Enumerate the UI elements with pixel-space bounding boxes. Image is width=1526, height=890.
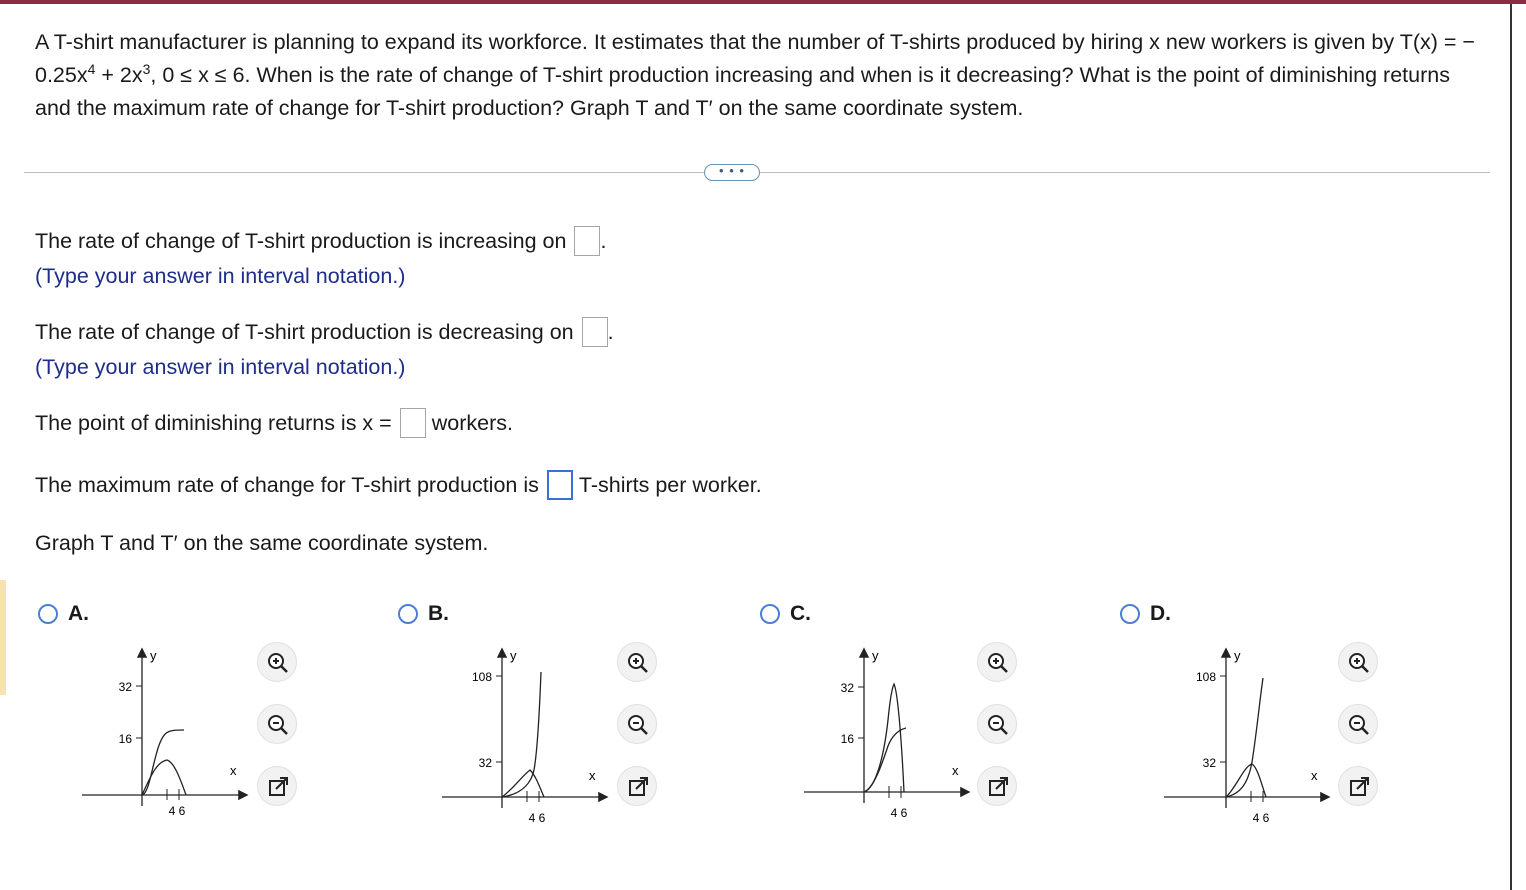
option-c-zoom-out[interactable] xyxy=(977,704,1017,744)
option-b-graph xyxy=(398,638,596,828)
decreasing-hint: (Type your answer in interval notation.) xyxy=(35,355,406,379)
max-rate-unit: T-shirts per worker. xyxy=(578,472,762,497)
diminishing-unit: workers. xyxy=(431,410,513,435)
option-a-graph xyxy=(38,638,237,828)
option-a-zoom-out[interactable] xyxy=(257,704,297,744)
option-c-zoom-in[interactable] xyxy=(977,642,1017,682)
left-accent xyxy=(0,580,6,695)
exponent-3: 3 xyxy=(142,60,151,77)
expand-icon xyxy=(986,775,1010,799)
option-a-radio[interactable] xyxy=(38,604,58,624)
diminishing-label: The point of diminishing returns is x = xyxy=(35,410,392,435)
curve-t xyxy=(864,728,906,792)
curve-t xyxy=(142,730,184,795)
option-b-label: B. xyxy=(428,602,449,625)
zoom-out-icon xyxy=(626,713,650,737)
y-tick-label-16: 16 xyxy=(118,732,132,746)
y-label: y xyxy=(510,648,517,663)
zoom-in-icon xyxy=(266,651,290,675)
diminishing-row xyxy=(35,408,513,438)
option-c-label: C. xyxy=(790,602,811,625)
max-rate-row xyxy=(35,470,762,500)
option-d-graph xyxy=(1120,638,1318,828)
decreasing-input[interactable] xyxy=(582,317,608,347)
zoom-in-icon xyxy=(986,651,1010,675)
question-intro: A T-shirt manufacturer is planning to expand its workforce. It estimates that the number of T-shirts produced by hiring x new workers is given by T(x) = − 0.25x xyxy=(35,30,1475,87)
question-rest: , 0 ≤ x ≤ 6. When is the rate of change of T-shirt production increasing and when is it decreasing? What is the point of diminishing returns and the maximum rate of change for T-shirt production? Graph T and T′ on the same coordinate system. xyxy=(35,63,1450,120)
option-d-zoom-out[interactable] xyxy=(1338,704,1378,744)
zoom-out-icon xyxy=(1347,713,1371,737)
diminishing-input[interactable] xyxy=(400,408,426,438)
curve-t-prime xyxy=(502,770,544,797)
exponent-4: 4 xyxy=(87,60,96,77)
y-label: y xyxy=(1234,648,1241,663)
expand-icon xyxy=(266,775,290,799)
graph-prompt xyxy=(35,531,488,556)
decreasing-row xyxy=(35,317,614,347)
option-b-radio[interactable] xyxy=(398,604,418,624)
more-button[interactable]: • • • xyxy=(704,164,760,181)
option-a-zoom-in[interactable] xyxy=(257,642,297,682)
increasing-input[interactable] xyxy=(574,226,600,256)
max-rate-label: The maximum rate of change for T-shirt production is xyxy=(35,472,539,497)
expand-icon xyxy=(1347,775,1371,799)
option-a-label: A. xyxy=(68,602,89,625)
increasing-row xyxy=(35,226,606,256)
y-tick-label-32: 32 xyxy=(1202,756,1216,770)
option-d-radio[interactable] xyxy=(1120,604,1140,624)
x-tick-labels: 4 6 xyxy=(890,806,908,820)
option-b-zoom-out[interactable] xyxy=(617,704,657,744)
top-border xyxy=(0,0,1526,4)
period: . xyxy=(600,228,607,253)
increasing-hint: (Type your answer in interval notation.) xyxy=(35,264,406,288)
option-c-graph xyxy=(760,638,959,828)
curve-t-prime xyxy=(864,684,904,792)
zoom-out-icon xyxy=(266,713,290,737)
option-d-zoom-in[interactable] xyxy=(1338,642,1378,682)
question-text xyxy=(35,26,1475,125)
option-b-zoom-in[interactable] xyxy=(617,642,657,682)
option-d-label: D. xyxy=(1150,602,1171,625)
zoom-out-icon xyxy=(986,713,1010,737)
y-tick-label-108: 108 xyxy=(1195,670,1216,684)
y-tick-label-32: 32 xyxy=(118,680,132,694)
option-a-expand[interactable] xyxy=(257,766,297,806)
curve-t xyxy=(1226,678,1263,797)
option-b-expand[interactable] xyxy=(617,766,657,806)
x-tick-labels: 4 6 xyxy=(168,804,186,818)
x-label: x xyxy=(1311,768,1318,783)
option-c-expand[interactable] xyxy=(977,766,1017,806)
max-rate-input[interactable] xyxy=(547,470,573,500)
y-tick-label-32: 32 xyxy=(840,681,854,695)
decreasing-label: The rate of change of T-shirt production is decreasing on xyxy=(35,319,574,344)
period: . xyxy=(607,319,614,344)
increasing-label: The rate of change of T-shirt production is increasing on xyxy=(35,228,567,253)
zoom-in-icon xyxy=(1347,651,1371,675)
x-label: x xyxy=(230,763,237,778)
x-tick-labels: 4 6 xyxy=(528,811,546,825)
option-d-expand[interactable] xyxy=(1338,766,1378,806)
x-label: x xyxy=(952,763,959,778)
y-tick-label-32: 32 xyxy=(478,756,492,770)
y-label: y xyxy=(872,648,879,663)
expand-icon xyxy=(626,775,650,799)
y-label: y xyxy=(150,648,157,663)
y-tick-label-108: 108 xyxy=(471,670,492,684)
question-mid: + 2x xyxy=(95,63,143,87)
zoom-in-icon xyxy=(626,651,650,675)
option-c-radio[interactable] xyxy=(760,604,780,624)
x-label: x xyxy=(589,768,596,783)
graph-prompt-text: Graph T and T′ on the same coordinate system. xyxy=(35,531,489,555)
y-tick-label-16: 16 xyxy=(840,732,854,746)
right-border xyxy=(1510,4,1512,890)
x-tick-labels: 4 6 xyxy=(1252,811,1270,825)
